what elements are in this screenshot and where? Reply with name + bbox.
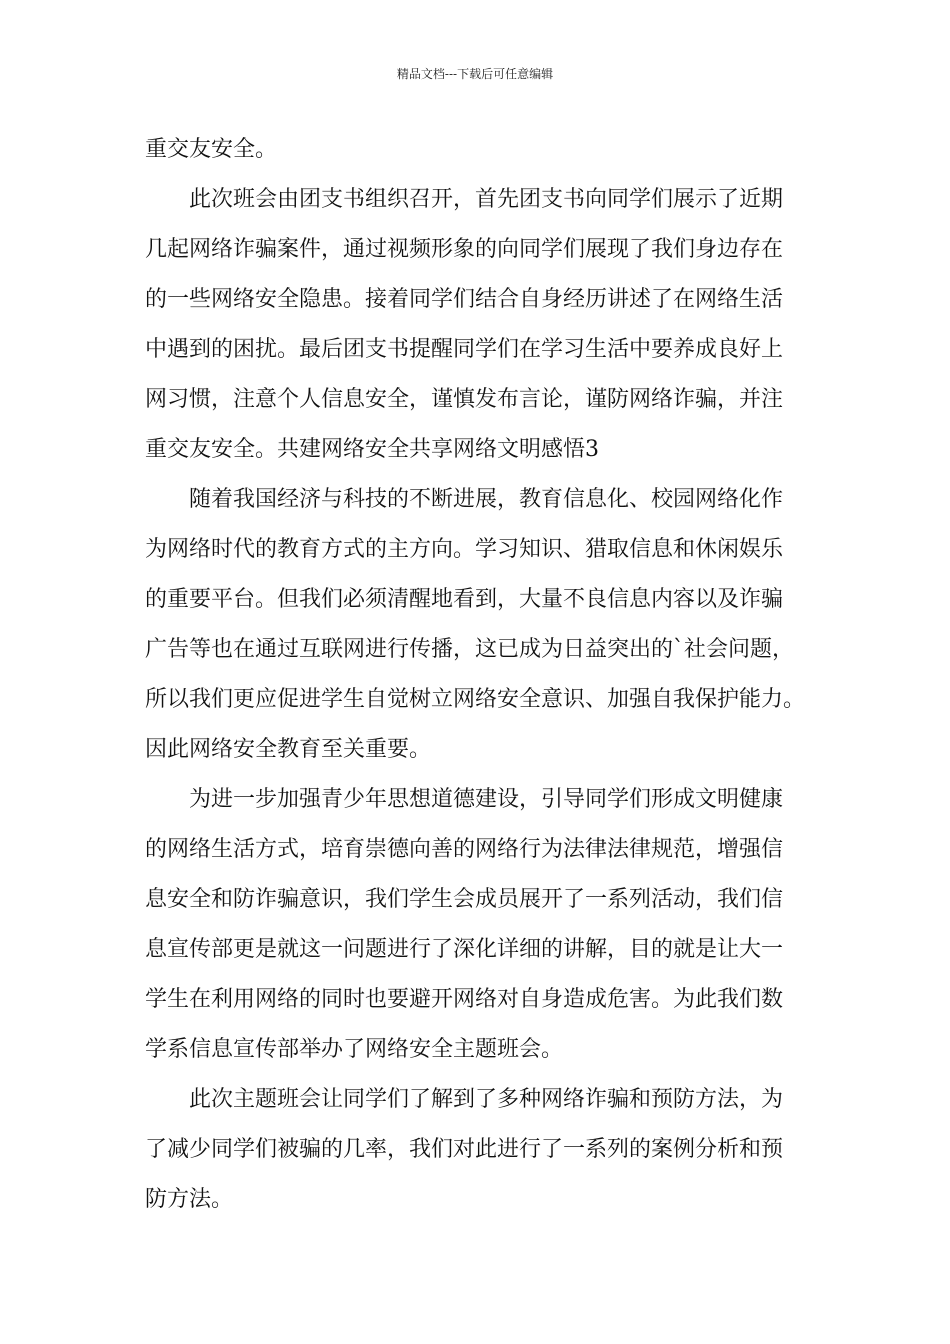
text-line: 的网络生活方式，培育崇德向善的网络行为法律法律规范，增强信 (145, 837, 784, 862)
paragraph-start-line: 随着我国经济与科技的不断进展，教育信息化、校园网络化作 (189, 487, 784, 512)
text-line: 学生在利用网络的同时也要避开网络对自身造成危害。为此我们数 (145, 987, 784, 1012)
text-line: 学系信息宣传部举办了网络安全主题班会。 (145, 1037, 564, 1062)
page-header: 精品文档---下载后可任意编辑 (396, 67, 554, 81)
text-line: 中遇到的困扰。最后团支书提醒同学们在学习生活中要养成良好上 (145, 337, 784, 362)
text-line: 息安全和防诈骗意识，我们学生会成员展开了一系列活动，我们信 (145, 887, 784, 912)
text-line: 息宣传部更是就这一问题进行了深化详细的讲解，目的就是让大一 (145, 937, 784, 962)
text-line: 广告等也在通过互联网进行传播，这已成为日益突出的`社会问题， (145, 637, 795, 662)
text-line: 网习惯，注意个人信息安全，谨慎发布言论，谨防网络诈骗，并注 (145, 387, 784, 412)
text-line: 防方法。 (145, 1187, 234, 1212)
text-line: 重交友安全。共建网络安全共享网络文明感悟3 (145, 437, 599, 462)
text-line: 重交友安全。 (145, 137, 278, 162)
paragraph-start-line: 此次主题班会让同学们了解到了多种网络诈骗和预防方法，为 (189, 1087, 784, 1112)
text-line: 为网络时代的教育方式的主方向。学习知识、猎取信息和休闲娱乐 (145, 537, 784, 562)
text-line: 因此网络安全教育至关重要。 (145, 737, 432, 762)
text-line: 的重要平台。但我们必须清醒地看到，大量不良信息内容以及诈骗 (145, 587, 784, 612)
text-line: 了减少同学们被骗的几率，我们对此进行了一系列的案例分析和预 (145, 1137, 784, 1162)
paragraph-start-line: 此次班会由团支书组织召开，首先团支书向同学们展示了近期 (189, 187, 784, 212)
text-line: 的一些网络安全隐患。接着同学们结合自身经历讲述了在网络生活 (145, 287, 784, 312)
text-line: 所以我们更应促进学生自觉树立网络安全意识、加强自我保护能力。 (145, 687, 806, 712)
paragraph-start-line: 为进一步加强青少年思想道德建设，引导同学们形成文明健康 (189, 787, 784, 812)
text-line: 几起网络诈骗案件，通过视频形象的向同学们展现了我们身边存在 (145, 237, 784, 262)
